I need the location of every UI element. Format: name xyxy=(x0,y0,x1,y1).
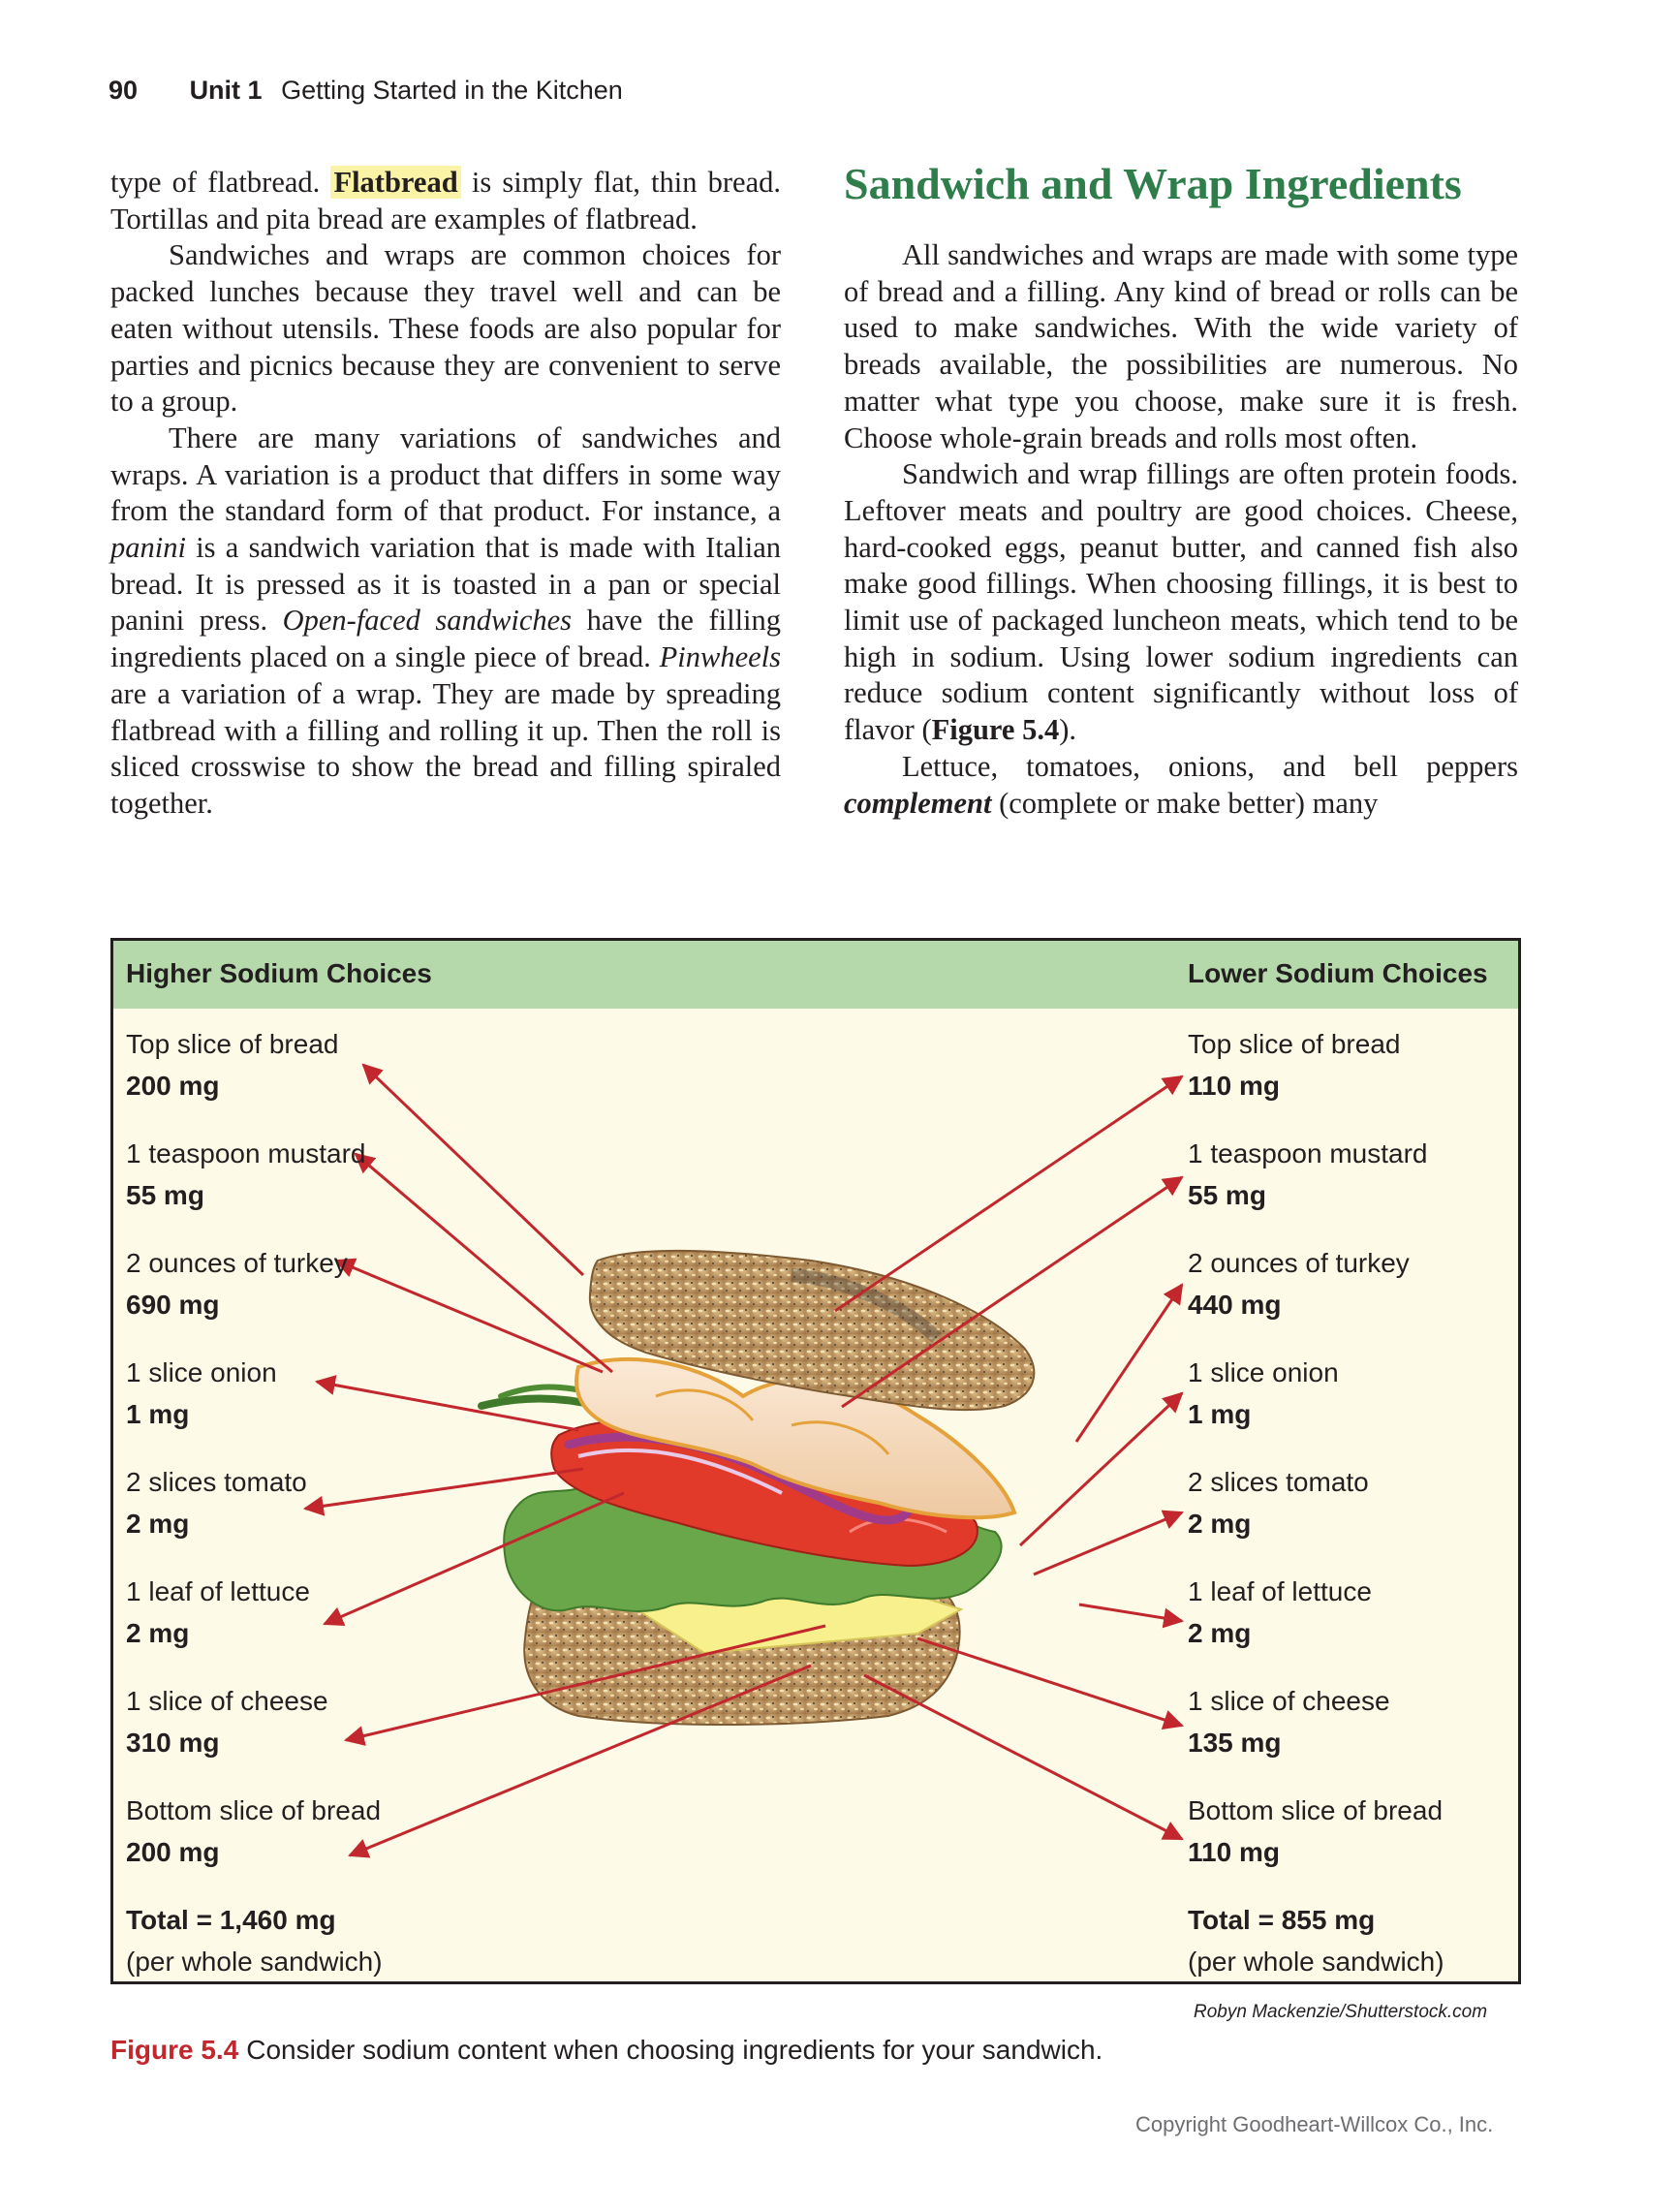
paragraph xyxy=(844,749,1518,822)
sodium-value: 1 mg xyxy=(1188,1399,1252,1429)
total-higher xyxy=(126,1899,383,1982)
ingredient-name: 2 ounces of turkey xyxy=(1188,1248,1410,1278)
list-item xyxy=(126,1680,328,1763)
page-number: 90 xyxy=(109,76,139,105)
sodium-value: 2 mg xyxy=(1188,1618,1252,1648)
paragraph: Sandwiches and wraps are common choices for packed lunches because they travel well and can be eaten without utensils. These foods are also popular for parties and picnics because they are convenient to serve to a group. xyxy=(110,238,781,419)
ingredient-name: 1 slice of cheese xyxy=(126,1686,328,1716)
ingredient-name: Top slice of bread xyxy=(126,1029,339,1059)
lower-sodium-header: Lower Sodium Choices xyxy=(1188,958,1488,988)
ingredient-name: Bottom slice of bread xyxy=(1188,1795,1444,1825)
text-run: are a variation of a wrap. They are made by spreading flatbread with a filling and rolling it up. Then the roll is sliced crosswise to show the bread and filling spiraled together. xyxy=(110,676,781,820)
ingredient-name: 1 slice onion xyxy=(1188,1357,1339,1387)
sodium-value: 2 mg xyxy=(126,1618,190,1648)
sodium-value: 690 mg xyxy=(126,1290,220,1320)
key-term-complement: complement xyxy=(844,786,992,820)
ingredient-name: 1 leaf of lettuce xyxy=(1188,1576,1372,1606)
text-run: is a sandwich variation that is made with Italian bread. It is pressed as it is toasted in a pan or special panini press. xyxy=(110,531,781,638)
list-item xyxy=(126,1023,338,1106)
unit-title: Getting Started in the Kitchen xyxy=(281,76,623,105)
left-column xyxy=(110,165,781,823)
ingredient-name: 1 teaspoon mustard xyxy=(126,1138,366,1168)
running-head xyxy=(109,76,623,106)
sodium-value: 55 mg xyxy=(1188,1180,1266,1210)
sodium-value: 135 mg xyxy=(1188,1728,1282,1758)
per-sandwich-note: (per whole sandwich) xyxy=(126,1947,383,1977)
list-item xyxy=(126,1461,307,1544)
ingredient-name: 1 slice of cheese xyxy=(1188,1686,1390,1716)
copyright-notice: Copyright Goodheart-Willcox Co., Inc. xyxy=(1135,2112,1494,2136)
paragraph xyxy=(844,456,1518,749)
list-item xyxy=(1188,1790,1443,1873)
sodium-value: 200 mg xyxy=(126,1837,220,1867)
text-run: type of flatbread. xyxy=(110,166,331,199)
per-sandwich-note: (per whole sandwich) xyxy=(1188,1947,1444,1977)
sodium-value: 200 mg xyxy=(126,1071,220,1101)
total-value: Total = 855 mg xyxy=(1188,1905,1376,1935)
key-term-flatbread: Flatbread xyxy=(330,166,460,199)
text-run: (complete or make better) many xyxy=(991,786,1379,820)
figure-caption xyxy=(110,2035,1102,2066)
caption-text: Consider sodium content when choosing ingredients for your sandwich. xyxy=(246,2035,1103,2065)
list-item xyxy=(1188,1352,1339,1435)
ingredient-name: 2 slices tomato xyxy=(1188,1467,1369,1497)
sodium-value: 2 mg xyxy=(1188,1509,1252,1539)
list-item xyxy=(126,1790,381,1873)
term-open-faced: Open-faced sandwiches xyxy=(282,604,573,638)
sodium-value: 440 mg xyxy=(1188,1290,1282,1320)
sodium-comparison-figure xyxy=(110,938,1521,1984)
paragraph xyxy=(110,165,781,237)
figure-label: Figure 5.4 xyxy=(110,2035,239,2065)
list-item xyxy=(1188,1571,1372,1654)
ingredient-name: 1 slice onion xyxy=(126,1357,277,1387)
sodium-value: 55 mg xyxy=(126,1180,204,1210)
text-run: ). xyxy=(1059,713,1076,747)
sodium-value: 110 mg xyxy=(1188,1837,1280,1867)
list-item xyxy=(126,1352,277,1435)
ingredient-name: 1 leaf of lettuce xyxy=(126,1576,310,1606)
higher-sodium-header: Higher Sodium Choices xyxy=(126,958,432,988)
list-item xyxy=(1188,1680,1390,1763)
text-run: There are many variations of sandwiches and wraps. A variation is a product that differs in some way from the standard form of that product. For instance, a xyxy=(110,421,781,528)
ingredient-name: Top slice of bread xyxy=(1188,1029,1401,1059)
text-run: is simply flat, thin bread. Tortillas and pita bread are examples of flatbread. xyxy=(110,166,781,235)
total-value: Total = 1,460 mg xyxy=(126,1905,336,1935)
text-run: have the filling ingredients placed on a single piece of bread. xyxy=(110,604,782,674)
section-title: Sandwich and Wrap Ingredients xyxy=(844,159,1462,208)
unit-label: Unit 1 xyxy=(189,76,263,105)
list-item xyxy=(1188,1242,1410,1325)
ingredient-name: 2 slices tomato xyxy=(126,1467,307,1497)
sodium-value: 1 mg xyxy=(126,1399,190,1429)
photo-credit: Robyn Mackenzie/Shutterstock.com xyxy=(1194,2002,1488,2022)
right-column xyxy=(844,237,1518,822)
list-item xyxy=(126,1571,310,1654)
ingredient-name: Bottom slice of bread xyxy=(126,1795,382,1825)
paragraph: All sandwiches and wraps are made with some type of bread and a filling. Any kind of bread or rolls can be used to make sandwiches. With the wide variety of breads available, the possibilities are numerous. No matter what type you choose, make sure it is fresh. Choose whole-grain breads and rolls most often. xyxy=(844,238,1518,454)
sodium-value: 110 mg xyxy=(1188,1071,1280,1101)
total-lower xyxy=(1188,1899,1444,1982)
list-item xyxy=(126,1133,366,1216)
figure-reference: Figure 5.4 xyxy=(931,713,1060,747)
text-run: Lettuce, tomatoes, onions, and bell peppers xyxy=(902,749,1518,783)
sodium-value: 310 mg xyxy=(126,1728,220,1758)
text-run: Sandwich and wrap fillings are often protein foods. Leftover meats and poultry are good choices. Cheese, hard-cooked eggs, peanut butter, and canned fish also make good fillings. When choosing fillings, it is best to limit use of packaged luncheon meats, which tend to be high in sodium. Using lower sodium ingredients can reduce sodium content significantly without loss of flavor ( xyxy=(844,457,1518,747)
sodium-value: 2 mg xyxy=(126,1509,190,1539)
list-item xyxy=(1188,1133,1428,1216)
list-item xyxy=(126,1242,348,1325)
paragraph xyxy=(110,421,781,823)
term-panini: panini xyxy=(110,531,186,565)
list-item xyxy=(1188,1023,1400,1106)
ingredient-name: 1 teaspoon mustard xyxy=(1188,1138,1428,1168)
ingredient-name: 2 ounces of turkey xyxy=(126,1248,348,1278)
list-item xyxy=(1188,1461,1369,1544)
term-pinwheels: Pinwheels xyxy=(659,640,781,674)
